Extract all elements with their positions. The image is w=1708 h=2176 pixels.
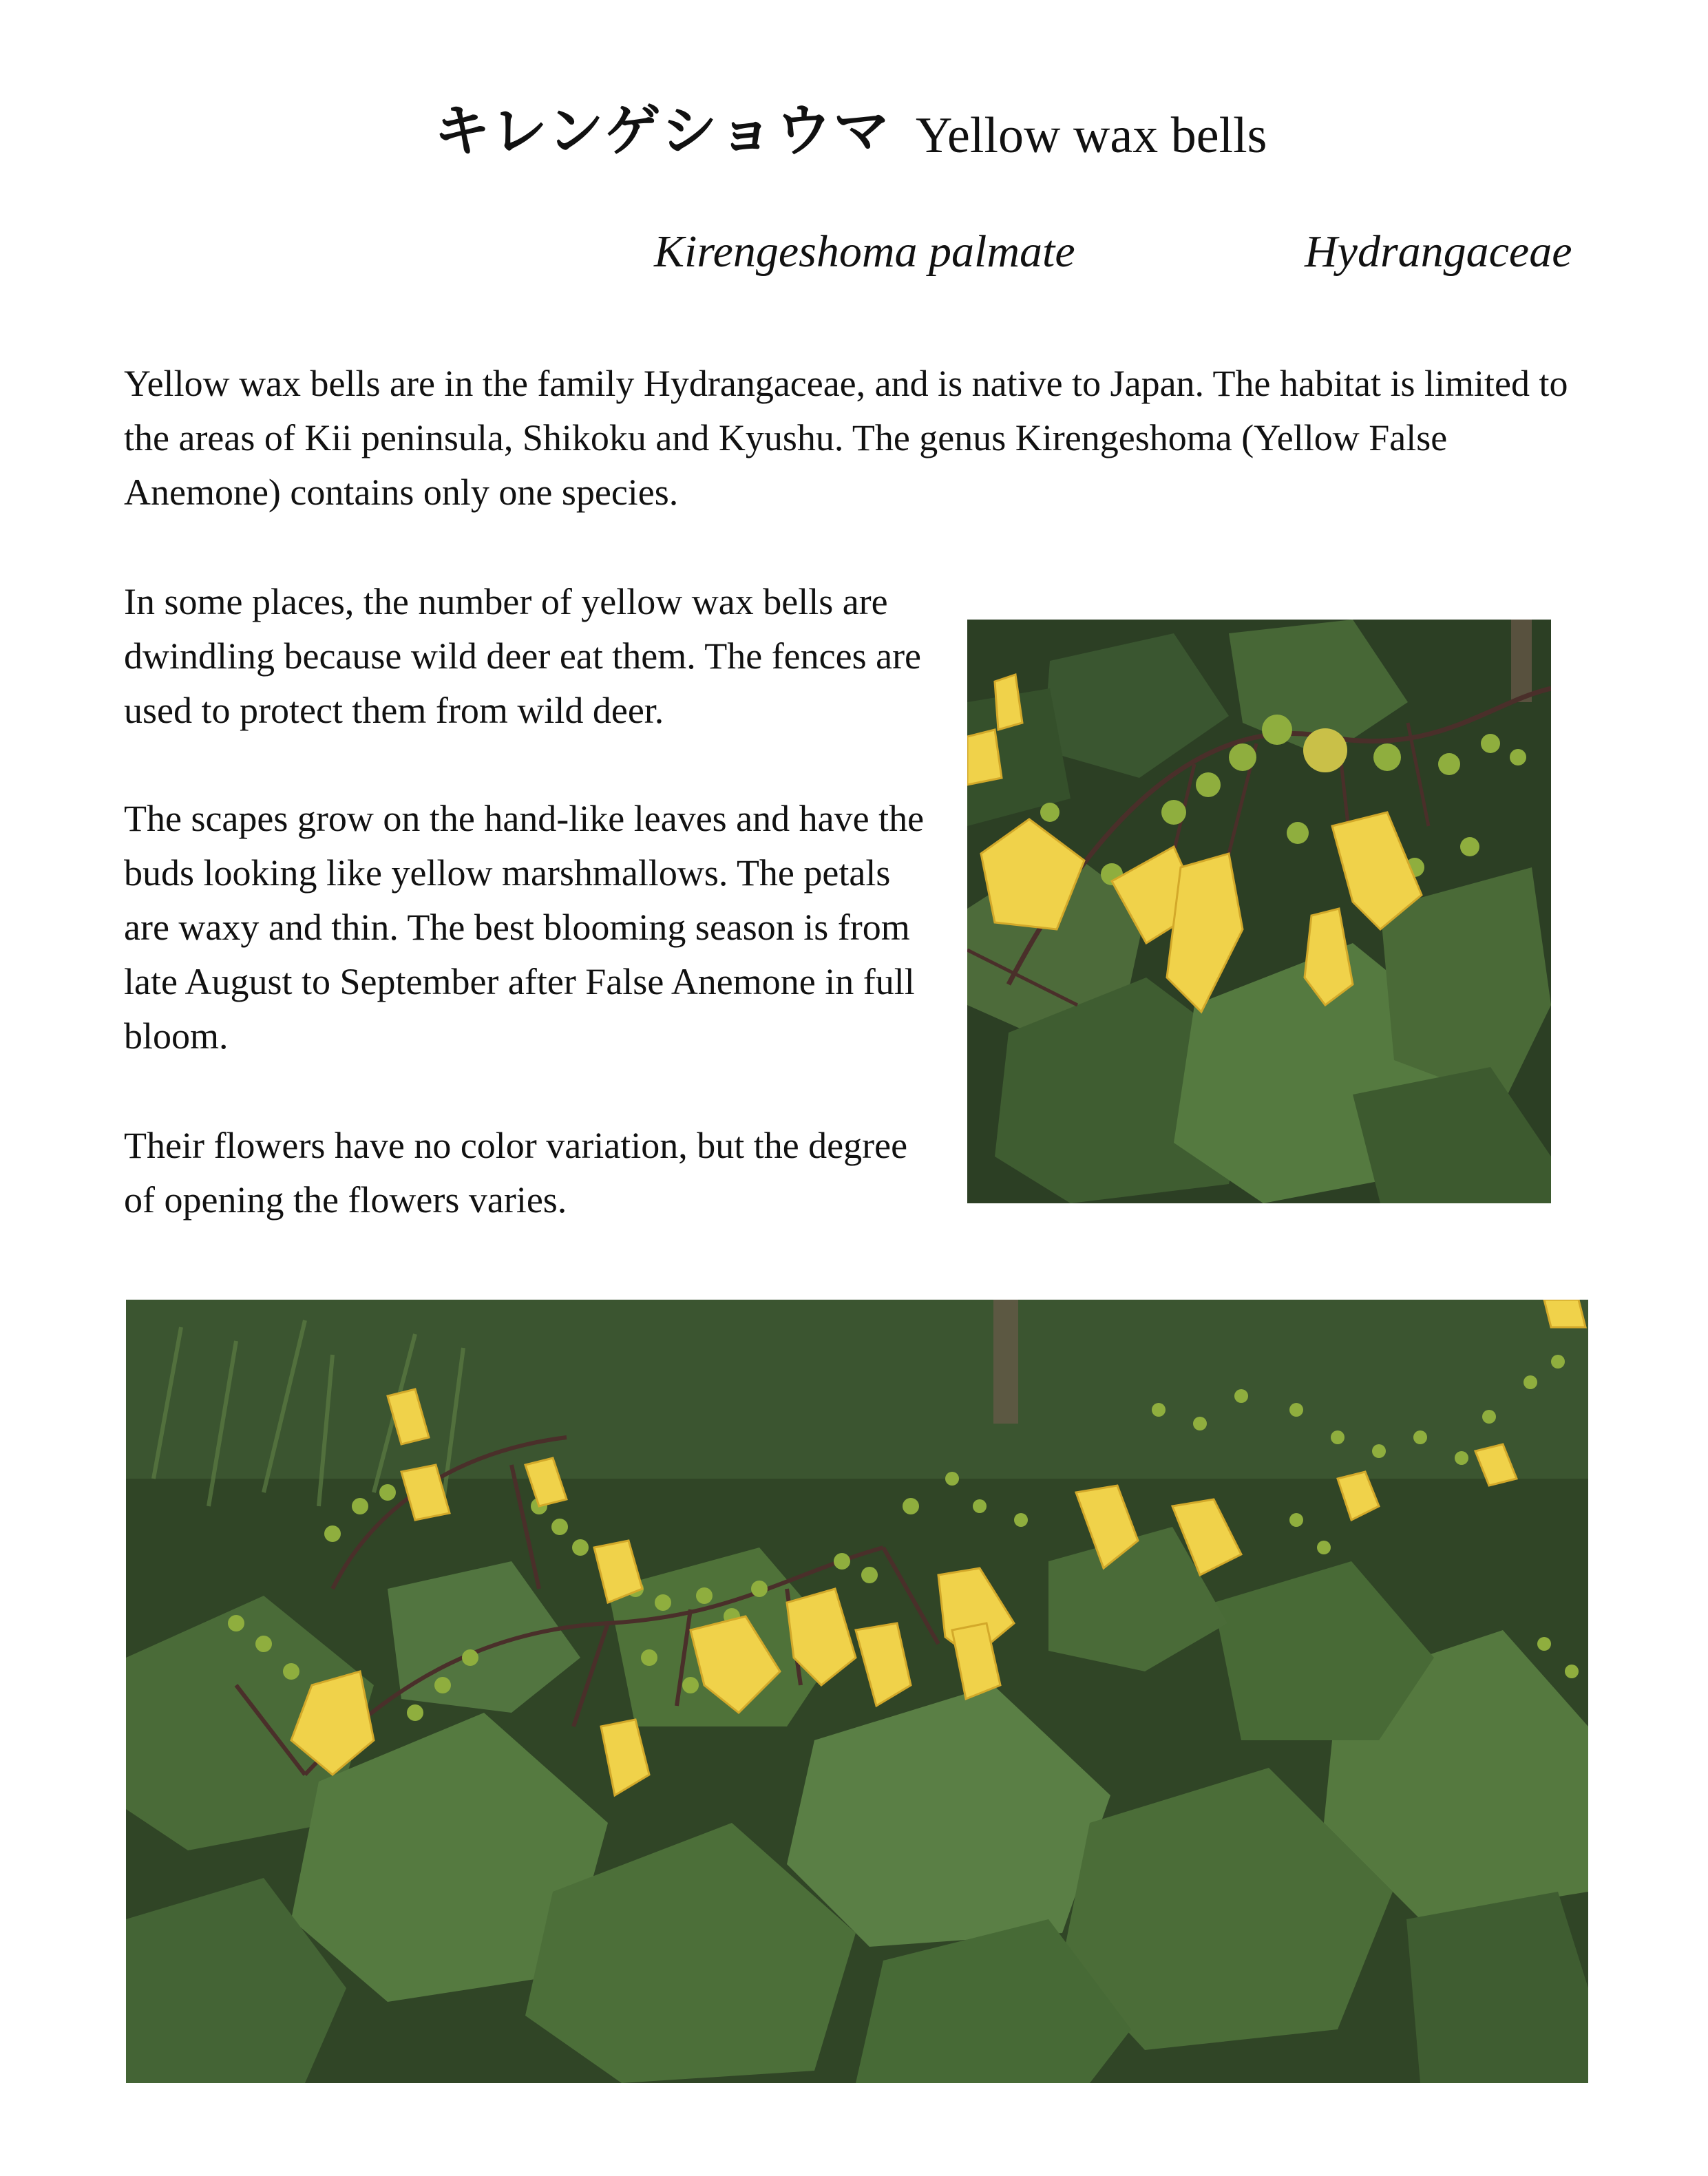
page-title-english: Yellow wax bells bbox=[916, 107, 1267, 164]
color-paragraph: Their flowers have no color variation, but the degree of opening the flowers varies. bbox=[124, 1125, 908, 1221]
page-title-japanese: キレンゲショウマ bbox=[434, 98, 892, 164]
scientific-name: Kirengeshoma palmate bbox=[654, 226, 1075, 277]
flower-closeup-photo bbox=[967, 620, 1551, 1203]
description-paragraph: The scapes grow on the hand-like leaves and have the buds looking like yellow marshmallows. The petals are waxy and thin. The best blooming season is from late August to September after False Anemone in full bloom. bbox=[124, 798, 925, 1057]
family-name: Hydrangaceae bbox=[1305, 226, 1572, 277]
plant-wide-photo bbox=[126, 1300, 1588, 2083]
intro-paragraph: Yellow wax bells are in the family Hydrangaceae, and is native to Japan. The habitat is limited to the areas of Kii peninsula, Shikoku and Kyushu. The genus Kirengeshoma (Yellow False Anemone) contains only one species. bbox=[124, 363, 1568, 513]
deer-paragraph: In some places, the number of yellow wax bells are dwindling because wild deer eat them. The fences are used to protect them from wild deer. bbox=[124, 581, 922, 731]
